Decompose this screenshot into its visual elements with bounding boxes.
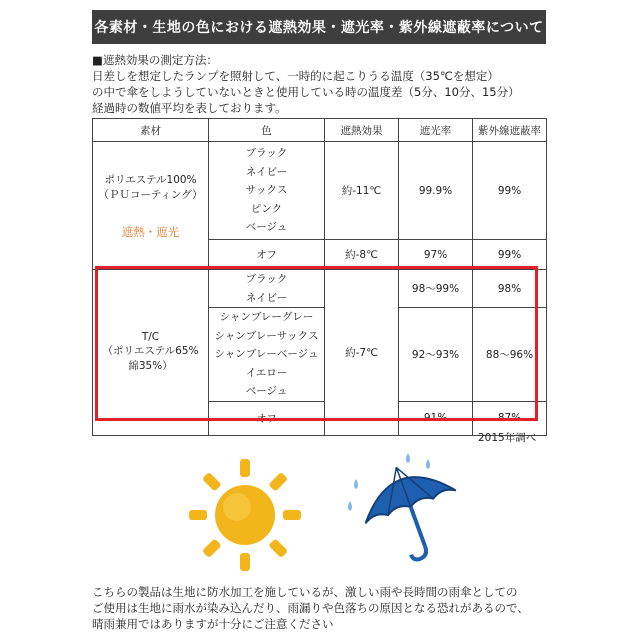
usage-notice	[92, 584, 562, 632]
tc-group2-colors	[209, 308, 325, 402]
tc-group1-light: 98〜99%	[399, 270, 473, 308]
method-heading: ■遮熱効果の測定方法：	[92, 53, 218, 67]
header-material: 素材	[93, 119, 209, 142]
color-item: シャンブレーベージュ	[214, 348, 319, 360]
poly-off-uv: 99%	[473, 240, 547, 270]
header-heat: 遮熱効果	[325, 119, 399, 142]
color-item: シャンブレーグレー	[219, 311, 314, 323]
method-line: 日差しを想定したランプを照射して、一時的に起こりうる温度（35℃を想定）	[92, 69, 499, 83]
tc-off-color: オフ	[209, 401, 325, 435]
tc-heat-cell: 約-7℃	[325, 270, 399, 436]
color-item: ブラック	[245, 147, 288, 160]
notice-line: こちらの製品は生地に防水加工を施しているが、激しい雨や長時間の雨傘としての	[92, 585, 518, 599]
poly-uv-cell: 99%	[473, 142, 547, 240]
tc-group1-colors	[209, 270, 325, 308]
poly-off-heat: 約-8℃	[325, 240, 399, 270]
tc-material-line: T/C	[141, 331, 160, 344]
color-item: サックス	[245, 184, 288, 197]
table-row	[93, 270, 547, 308]
color-item: ネイビー	[245, 291, 288, 304]
survey-note: 2015年調べ	[478, 432, 537, 444]
tc-group2-light: 92〜93%	[399, 308, 473, 402]
color-item: ベージュ	[245, 385, 288, 397]
poly-colors-cell	[209, 142, 325, 240]
poly-material-cell	[93, 142, 209, 270]
poly-heat-cell: 約-11℃	[325, 142, 399, 240]
method-line: 経過時の数値平均を表しております。	[92, 101, 287, 115]
poly-light-cell: 99.9%	[399, 142, 473, 240]
tc-material-cell	[93, 270, 209, 436]
color-item: シャンブレーサックス	[214, 329, 319, 342]
heat-shield-tag: 遮熱・遮光	[121, 224, 180, 239]
header-uv: 紫外線遮蔽率	[473, 119, 547, 142]
color-item: ブラック	[245, 273, 288, 285]
method-line: の中で傘をしようしていないときと使用している時の温度差（5分、10分、15分）	[92, 85, 520, 99]
header-color: 色	[209, 119, 325, 142]
tc-off-uv: 87%	[473, 401, 547, 435]
table-header-row	[93, 119, 547, 142]
notice-line: ご使用は生地に雨水が染み込んだり、雨漏りや色落ちの原因となる恐れがあるので、	[92, 601, 529, 615]
tc-group2-uv: 88〜96%	[473, 308, 547, 402]
tc-material-line: 綿35%）	[128, 360, 173, 373]
color-item: ベージュ	[245, 221, 288, 234]
sun-icon	[185, 455, 305, 575]
poly-material-line: （ＰＵコーティング）	[98, 188, 203, 201]
umbrella-rain-icon	[340, 445, 470, 565]
page-title: 各素材・生地の色における遮熱効果・遮光率・紫外線遮蔽率について	[92, 10, 546, 44]
color-item: イエロー	[245, 366, 288, 379]
measurement-method	[92, 52, 552, 116]
color-item: ピンク	[250, 202, 283, 215]
tc-group1-uv: 98%	[473, 270, 547, 308]
spec-table	[92, 118, 547, 436]
tc-material-line: （ポリエステル65%	[102, 345, 199, 358]
tc-off-light: 91%	[399, 401, 473, 435]
poly-material-line: ポリエステル100%	[104, 173, 197, 186]
header-light: 遮光率	[399, 119, 473, 142]
color-item: ネイビー	[245, 165, 288, 178]
table-row	[93, 142, 547, 240]
poly-off-light: 97%	[399, 240, 473, 270]
poly-off-color: オフ	[209, 240, 325, 270]
notice-line: 晴雨兼用ではありますが十分にご注意ください	[92, 617, 334, 631]
